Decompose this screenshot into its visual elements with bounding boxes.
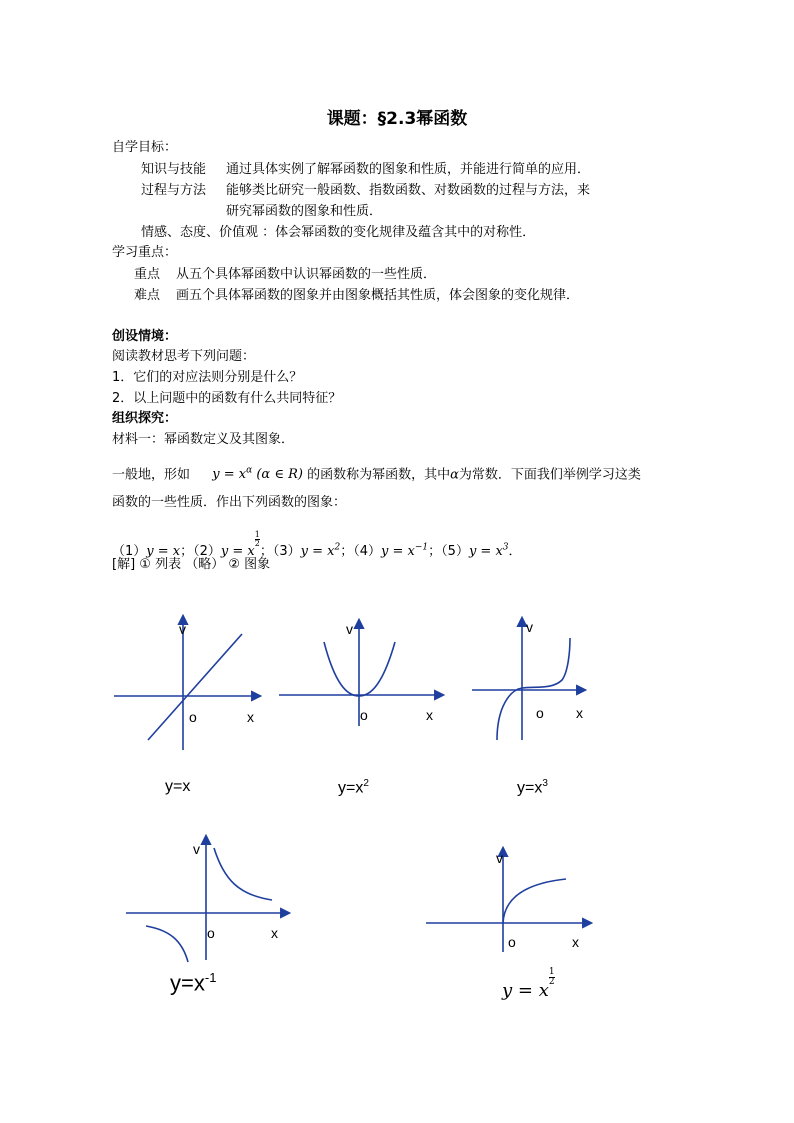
question-1: 1．它们的对应法则分别是什么？ xyxy=(112,370,303,385)
graph1-y-fragment: v xyxy=(179,621,186,637)
graph1-x-fragment: x xyxy=(247,709,254,725)
graph5-o-fragment: o xyxy=(508,934,516,950)
graph4-y-fragment: v xyxy=(193,841,200,857)
func-4: $y = x^{-1}$ xyxy=(381,542,429,559)
scenario-intro: 阅读教材思考下列问题： xyxy=(112,349,256,364)
solution-line: [解] ① 列表 （略） ② 图象 xyxy=(112,557,271,572)
graph-y-eq-x3 xyxy=(470,612,600,742)
definition-suffix-2: 为常数．下面我们举例学习这类 xyxy=(458,467,641,483)
graph4-o-fragment: o xyxy=(207,925,215,941)
page-title: 课题：§2.3幂函数 xyxy=(326,109,468,129)
key-point-text: 从五个具体幂函数中认识幂函数的一些性质． xyxy=(176,267,437,282)
function-list: （1）y = x；$(2)y = x\frac{1}{2}$ ；$(3)y = x^2$；$(4)y = x^{-1}$；$(5)y = x^3$． xyxy=(112,530,522,559)
graph2-x-fragment: x xyxy=(426,707,433,723)
curve-y-eq-x3 xyxy=(497,638,570,740)
curve-hyperbola-q1 xyxy=(214,848,272,900)
graph3-y-fragment: v xyxy=(526,619,533,635)
definition-line xyxy=(112,463,641,483)
graph3-label: $y=x^3$ xyxy=(517,778,548,797)
definition-formula: $y = x^\alpha$ (α ∈ R) xyxy=(212,466,303,483)
curve-sqrt-x xyxy=(503,879,566,923)
definition-suffix: 的函数称为幂函数，其中 xyxy=(307,467,451,483)
func-5: $y = x^3$ xyxy=(468,542,509,559)
material-one: 材料一：幂函数定义及其图象． xyxy=(112,432,295,447)
process-text-2: 研究幂函数的图象和性质． xyxy=(226,204,383,219)
definition-alpha: α xyxy=(450,467,459,483)
graph5-x-fragment: x xyxy=(572,934,579,950)
func-1: y = x xyxy=(146,544,181,559)
graph1-label: y=x xyxy=(165,778,191,795)
graph5-y-fragment: v xyxy=(496,850,503,866)
graph2-label: $y=x^2$ xyxy=(338,778,369,797)
focus-heading: 学习重点： xyxy=(112,245,178,260)
scenario-heading: 创设情境： xyxy=(112,329,178,344)
graph5-label: $y = x\frac{1}{2}$ xyxy=(502,967,555,1001)
definition-prefix: 一般地，形如 xyxy=(112,467,191,483)
question-2: 2．以上问题中的函数有什么共同特征？ xyxy=(112,391,342,406)
graph2-o-fragment: o xyxy=(360,707,368,723)
process-label: 过程与方法 xyxy=(141,183,207,198)
definition-line-2: 函数的一些性质．作出下列函数的图象： xyxy=(112,495,347,510)
knowledge-label: 知识与技能 xyxy=(141,162,207,177)
graph3-x-fragment: x xyxy=(576,705,583,721)
goals-heading: 自学目标： xyxy=(112,140,178,155)
graph4-x-fragment: x xyxy=(271,925,278,941)
graph3-o-fragment: o xyxy=(536,705,544,721)
curve-hyperbola-q3 xyxy=(146,926,188,962)
process-text: 能够类比研究一般函数、指数函数、对数函数的过程与方法，来 xyxy=(226,183,591,198)
graph2-y-fragment: v xyxy=(346,621,353,637)
graph-y-eq-x xyxy=(110,610,270,760)
graph4-label: $y=x^{-1}$ xyxy=(170,970,217,996)
func-3: $y = x^2$ xyxy=(300,542,341,559)
key-point-label: 重点 xyxy=(134,267,161,282)
explore-heading: 组织探究： xyxy=(112,411,178,426)
graph1-o-fragment: o xyxy=(189,709,197,725)
attitude-text: 情感、态度、价值观 ：体会幂函数的变化规律及蕴含其中的对称性． xyxy=(141,225,536,240)
func-2: $y = x\frac{1}{2}$ xyxy=(220,530,260,559)
hard-point-text: 画五个具体幂函数的图象并由图象概括其性质，体会图象的变化规律． xyxy=(176,288,580,303)
knowledge-text: 通过具体实例了解幂函数的图象和性质，并能进行简单的应用． xyxy=(226,162,591,177)
graph-y-eq-x-inverse xyxy=(124,830,294,965)
hard-point-label: 难点 xyxy=(134,288,161,303)
